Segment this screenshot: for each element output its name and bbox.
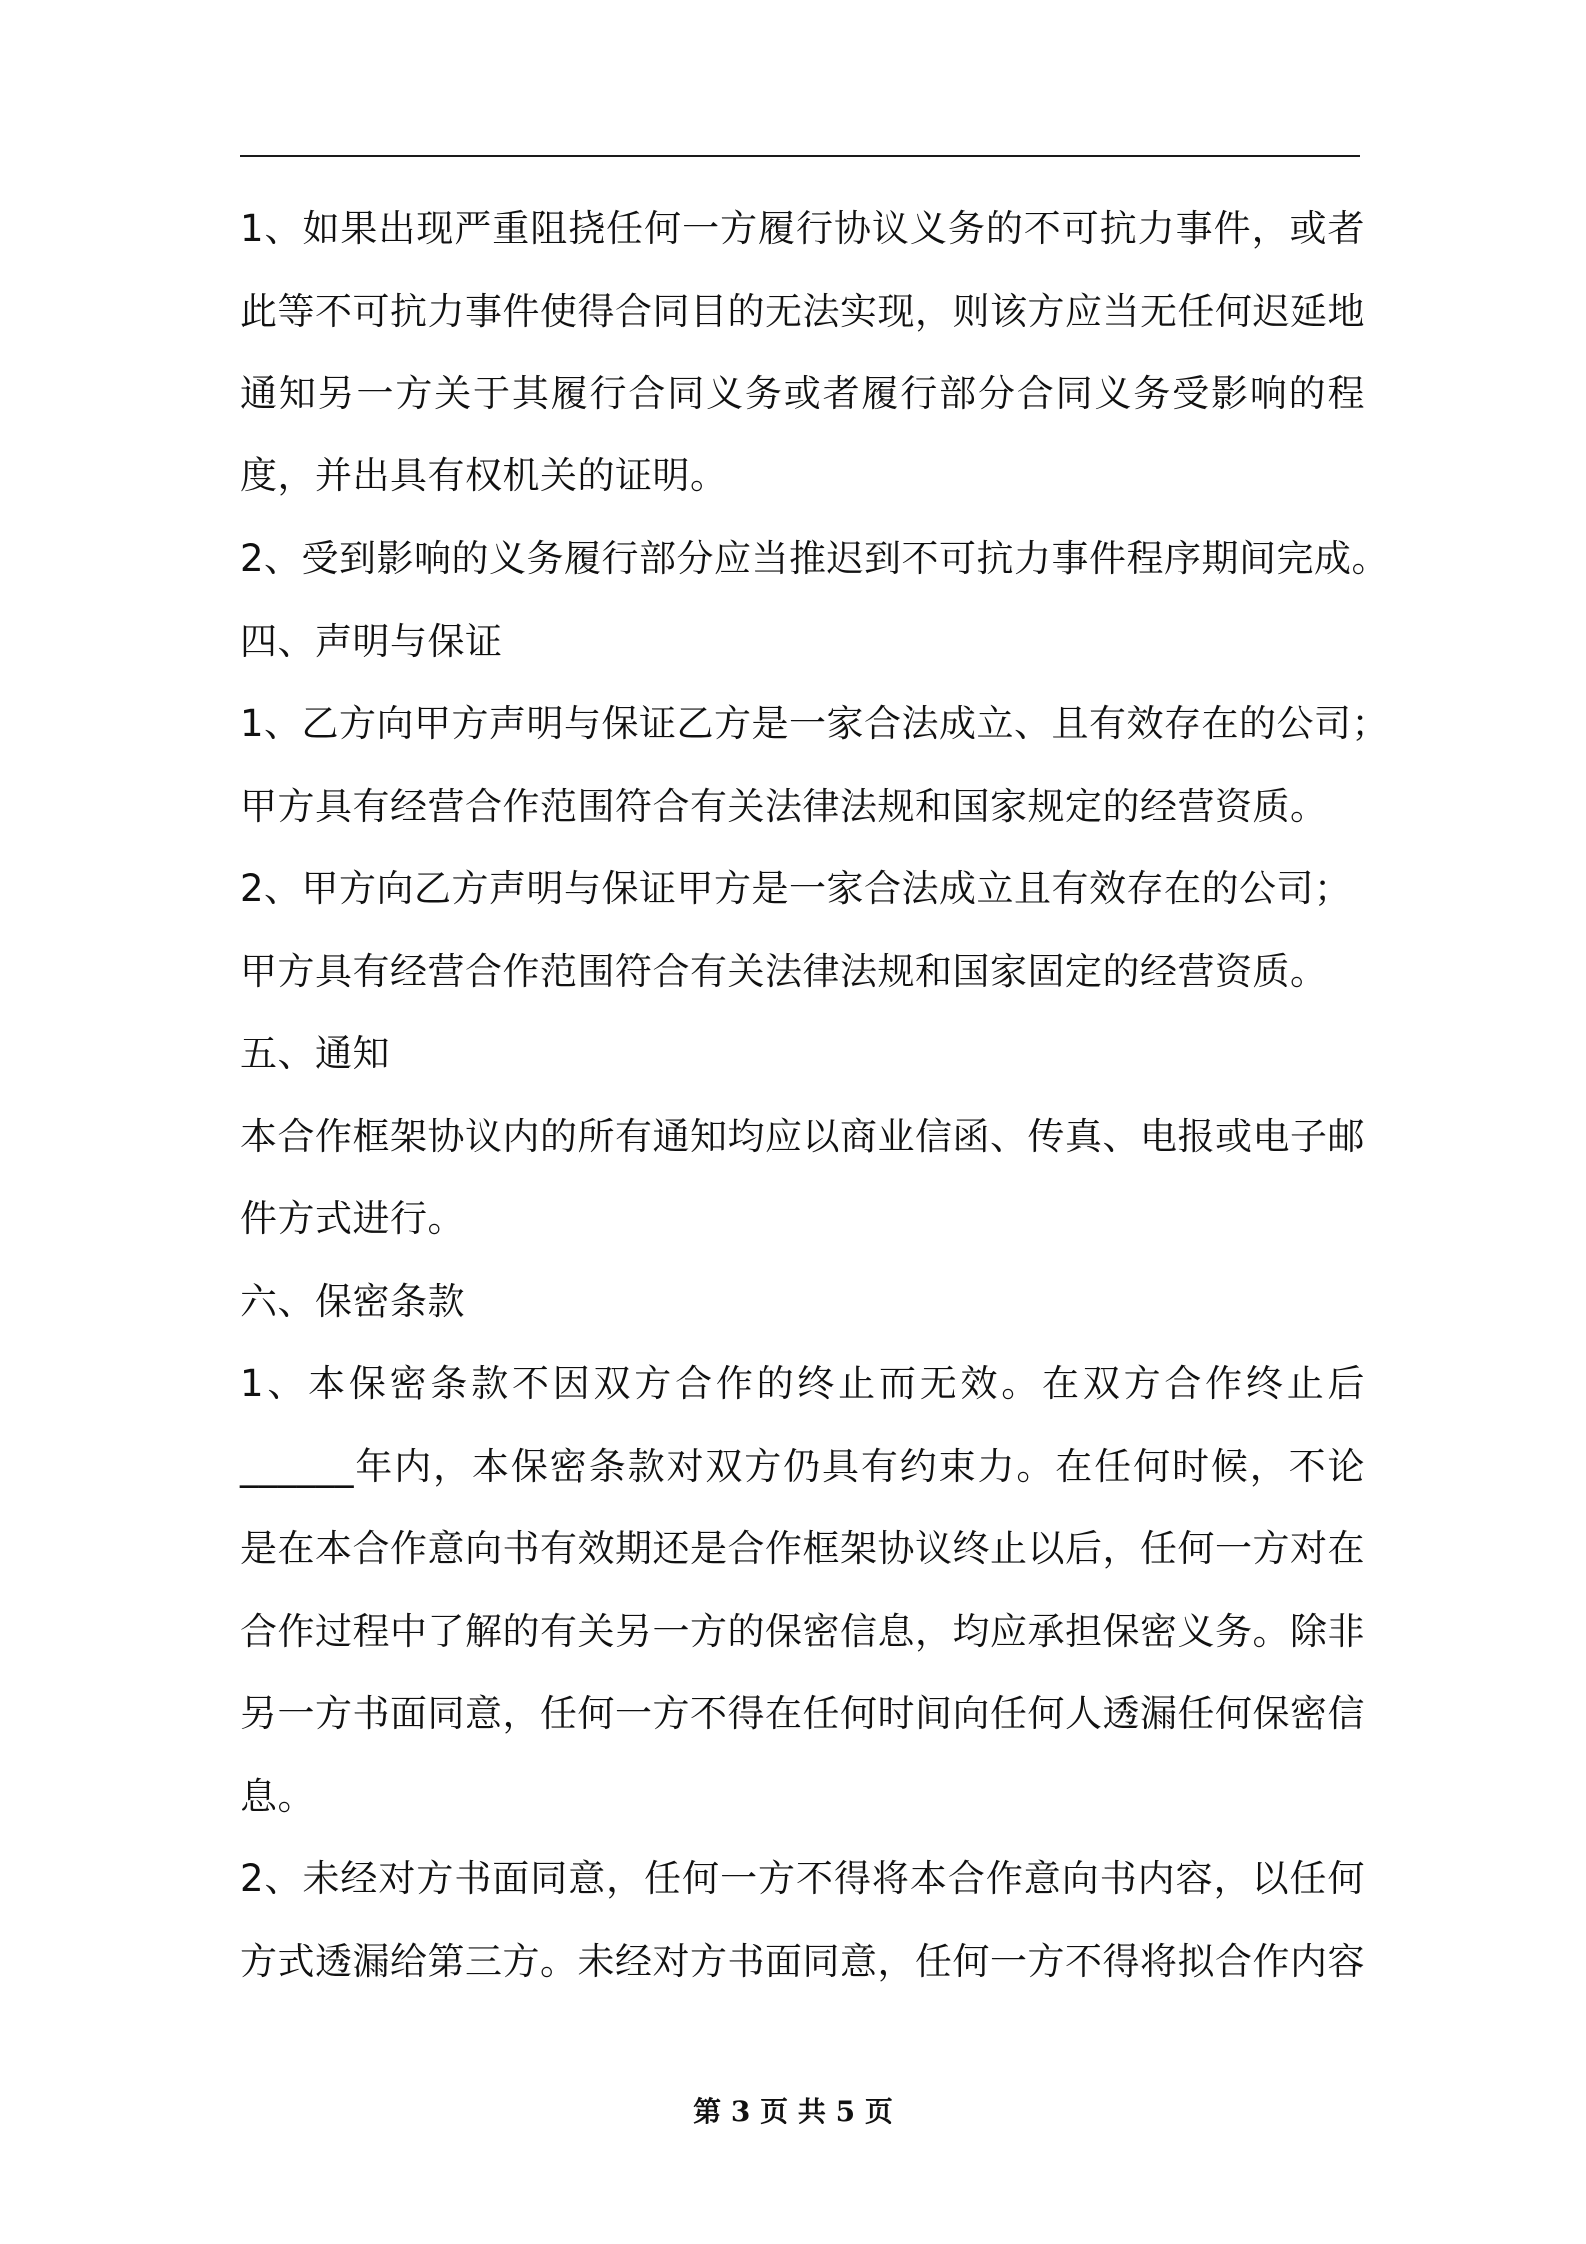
text-line: 甲方具有经营合作范围符合有关法律法规和国家固定的经营资质。 [240,950,1328,993]
text-line: 是在本合作意向书有效期还是合作框架协议终止以后，任何一方对在 [240,1527,1365,1570]
text-line: 通知另一方关于其履行合同义务或者履行部分合同义务受影响的程 [240,372,1365,415]
text-line: 度，并出具有权机关的证明。 [240,454,728,497]
section-heading: 五、通知 [240,1032,390,1075]
text-line: 2、未经对方书面同意，任何一方不得将本合作意向书内容，以任何 [240,1857,1365,1900]
text-line: 1、乙方向甲方声明与保证乙方是一家合法成立、且有效存在的公司； [240,702,1390,745]
section-heading: 六、保密条款 [240,1280,465,1323]
text-line: 合作过程中了解的有关另一方的保密信息，均应承担保密义务。除非 [240,1610,1365,1653]
text-line: 2、甲方向乙方声明与保证甲方是一家合法成立且有效存在的公司； [240,867,1352,910]
text-line: 2、受到影响的义务履行部分应当推迟到不可抗力事件程序期间完成。 [240,537,1390,580]
text-line: 方式透漏给第三方。未经对方书面同意，任何一方不得将拟合作内容 [240,1940,1365,1983]
text-line: 1、本保密条款不因双方合作的终止而无效。在双方合作终止后 [240,1362,1365,1405]
text-line: 件方式进行。 [240,1197,465,1240]
page-number: 第 3 页 共 5 页 [693,2095,893,2128]
header-divider [240,155,1360,157]
section-heading: 四、声明与保证 [240,620,503,663]
text-line: 此等不可抗力事件使得合同目的无法实现，则该方应当无任何迟延地 [240,290,1365,333]
text-line: 1、如果出现严重阻挠任何一方履行协议义务的不可抗力事件，或者 [240,207,1365,250]
text-line: 甲方具有经营合作范围符合有关法律法规和国家规定的经营资质。 [240,785,1328,828]
text-line: ______年内，本保密条款对双方仍具有约束力。在任何时候，不论 [240,1445,1365,1488]
text-line: 另一方书面同意，任何一方不得在任何时间向任何人透漏任何保密信 [240,1692,1365,1735]
text-line: 本合作框架协议内的所有通知均应以商业信函、传真、电报或电子邮 [240,1115,1365,1158]
text-line: 息。 [240,1775,315,1818]
